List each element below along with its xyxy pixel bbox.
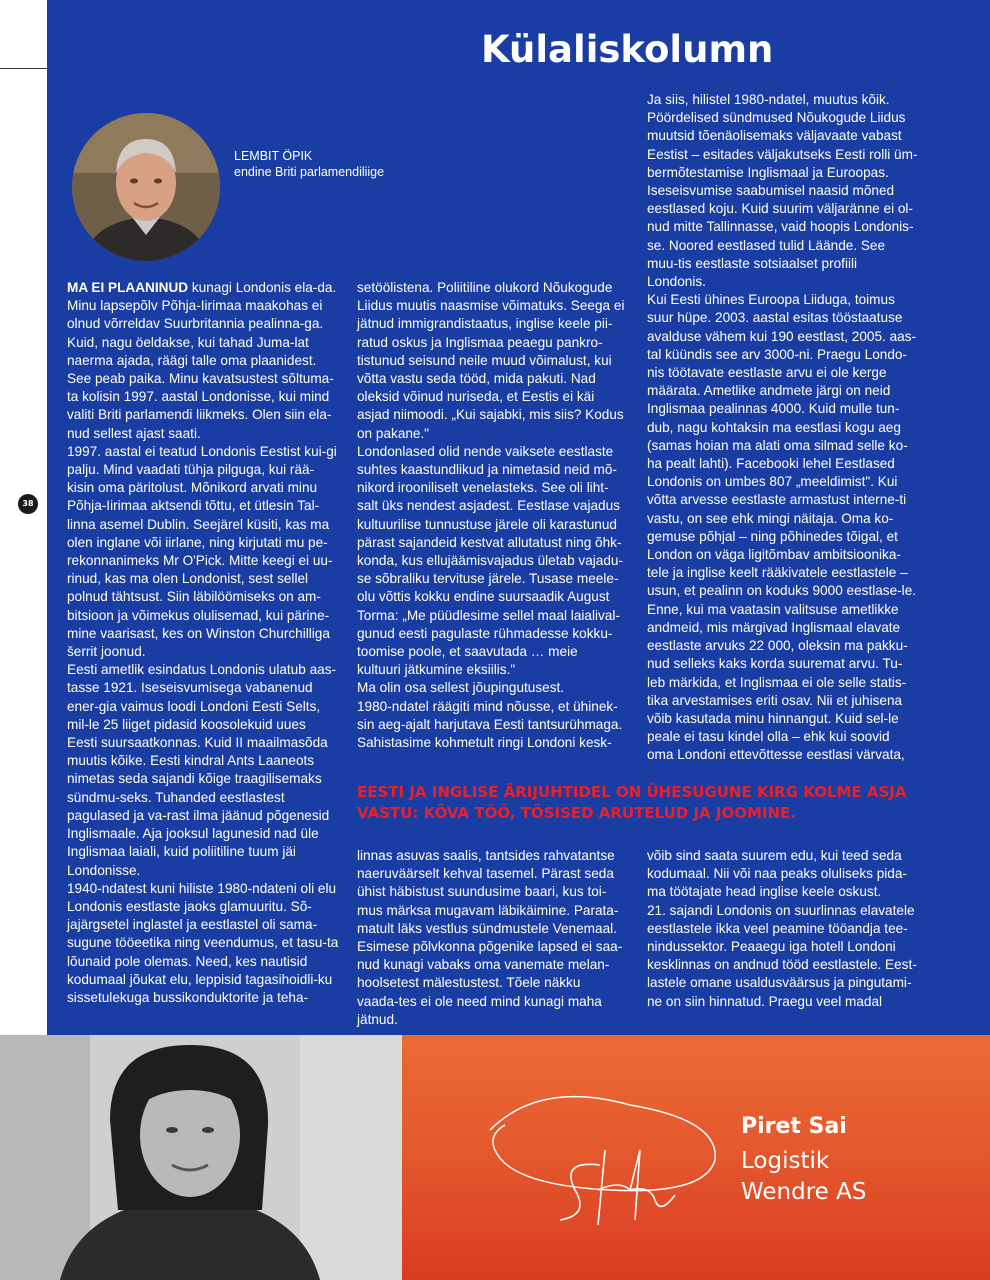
article-paragraph: 1997. aastal ei teatud Londonis Eestist kui-gi palju. Mind vaadati tühja pilguga, kui rää-kisin oma päritolust. Mõnikord arvati minu Põhja-Iirimaa aktsendi tõttu, et ütlesin Tal-linna asemel Dublin. Seejärel küsiti, kas ma olen inglane või iirlane, ning kirjutati mu pe-rekonnanimeks Mr O'Pick. Mitte keegi ei uu-rinud, kas ma olen Londonist, sest sellel polnud tähtsust. Siin läbilöömiseks on am-bitsioon ja võimekus olulisemad, kui pärine-mine vaarisast, kes on Winston Churchilliga šerrit joonud. [67,443,337,660]
article-paragraph: Ma olin osa sellest jõupingutusest. [357,680,565,696]
advert-company: Wendre AS [741,1179,867,1205]
article-paragraph: Londonlased olid nende vaiksete eestlaste suhtes kaastundlikud ja nimetasid neid mõ-nikord irooniliselt venelasteks. See oli liht-salt üks nendest asjadest. Eestlase vajadus kultuurilise tunnustuse järele oli karastunud pärast sajandeid kestvat allutatust ning õhk-konda, kus ellujäämisvajadus ületab vajadu-se sõbraliku tervituse järele. Tusase meele-olu võttis kokku endine suursaadik August Torma: „Me püüdlesime sellel maal laialival-gunud eesti pagulaste rühmadesse kokku-toomise poole, et saavutada … meie kultuuri jätkumine eksiilis." [357,443,623,678]
article-paragraph: setöölistena. Poliitiline olukord Nõukogude Liidus muutis naasmise võimatuks. Seega ei jätnud immigrandistaatus, inglise keele pii-ratud oskus ja Inglismaa peaegu pankro-tistunud seisund neile muud võimalust, kui võtta vastu seda tööd, mida pakuti. Nad oleksid võinud nuriseda, et Eestis ei käi asjad niimoodi. „Kui sajabki, mis siis? Kodus on pakane." [357,280,625,441]
article-column-3 [647,91,919,765]
author-name: LEMBIT ÖPIK [234,149,313,163]
article-paragraph: linnas asuvas saalis, tantsides rahvatantse naeruväärselt kehval tasemel. Pärast seda ühist häbistust suundusime baari, kus toi-mus märksa mugavam läbikäimine. Parata-matult läks vestlus sündmustele Venemaal. Esimese põlvkonna põgenike lapsed ei saa-nud kunagi vabaks oma vanemate melan-hoolsetest mälestustest. Tõele näkku vaada-tes ei ole need mind kunagi maha jätnud. [357,848,623,1027]
signature-icon [480,1090,730,1240]
advert-position: Logistik [741,1148,830,1174]
article-paragraph: 1940-ndatest kuni hiliste 1980-ndateni oli elu Londonis eestlaste jaoks glamuuritu. Sõ-jajärgsetel inglastel ja eestlastel oli sama-sugune tööeetika ning veendumus, et tasu-ta lõunaid pole olemas. Need, kes nautisid kodumaal jõukat elu, leppisid tagasihoidli-ku sissetulekuga bussikonduktorite ja teha- [67,880,339,1005]
author-role: endine Briti parlamendiliige [234,165,385,179]
author-photo-icon [72,113,220,261]
article-column-4 [357,847,625,1029]
article-column-2 [357,279,625,752]
article-paragraph: võib sind saata suurem edu, kui teed seda kodumaal. Nii või naa peaks oluliseks pida-ma töötajate head inglise keele oskust. [647,848,907,900]
article-paragraph: 1980-ndatel räägiti mind nõusse, et ühinek-sin aeg-ajalt harjutava Eesti tantsurühmaga. Sahistasime kohmetult ringi Londoni kesk- [357,698,623,751]
article-lead: MA EI PLAANINUD [67,280,189,295]
advert-caption [741,1111,866,1208]
article-column-5 [647,847,919,1011]
advert-photo [0,1035,402,1280]
pull-quote: EESTI JA INGLISE ÄRIJUHTIDEL ON ÜHESUGUNE KIRG KOLME ASJA VASTU: KÕVA TÖÖ, TÕSISED ARUTELUD JA JOOMINE. [357,783,907,822]
page-number: 38 [18,494,38,514]
author-portrait [72,113,220,261]
article-paragraph: Kui Eesti ühines Euroopa Liiduga, toimus suur hüpe. 2003. aastal esitas tööstaatuse avalduse vähem kui 190 eestlast, 2005. aas-tal küündis see arv 3000-ni. Praegu Londo-nis töötavate eestlaste arvu ei ole kerge määrata. Ametlike andmete järgi on neid Inglismaa pealinnas 4000. Kuid mulle tun-dub, nagu kohtaksin ma eestlasi kogu aeg (samas hoian ma alati oma silmad selle ko-ha pealt lahti). Facebooki lehel Eestlased Londonis on umbes 807 „meeldimist". Kui võtta arvesse eestlaste armastust interne-ti vastu, on see ehk mingi näitaja. Oma ko-gemuse põhjal – ning põhinedes tõigal, et London on väga ligitõmbav ambitsioonika-tele ja inglise keelt rääkivatele eestlastele – usun, et pealinn on koduks 9000 eestlase-le. Enne, kui ma vaatasin valitsuse ametlikke andmeid, mis märgivad Inglismaal elavate eestlaste arvuks 22 000, oleksin ma pakku-nud selleks kaks korda suuremat arvu. Tu-leb märkida, et Inglismaa ei ole selle statis-tika arvestamises eriti osav. Nii et juhisena võib kasutada minu hinnangut. Kuid sel-le peale ei tasu kindel olla – ehk kui soovid oma Londoni ettevõttesse eestlasi värvata, [647,292,917,763]
page-title: Külaliskolumn [481,28,774,71]
article-paragraph: 21. sajandi Londonis on suurlinnas elavatele eestlastele ikka veel peamine tööandja tee-nindussektor. Peaaegu iga hotell Londoni kesklinnas on andnud tööd eestlastele. Eest-lastele omane usaldusväärsus ja pingutami-ne on siin hinnatud. Praegu veel madal [647,902,917,1009]
author-caption [234,148,384,180]
article-paragraph: Eesti ametlik esindatus Londonis ulatub aas-tasse 1921. Iseseisvumisega vabanenud ener-gia vaimus loodi Londoni Eesti Selts, mil-le 25 liiget pidasid koosolekuid uues Eesti suursaatkonnas. Kuid II maailmasõda muutis kõike. Eesti kindral Ants Laaneots nimetas seda sajandi kõige traagilisemaks sündmu-seks. Tuhanded eestlastest pagulased ja va-rast ilma jäänud põgenesid Inglismaale. Aja jooksul lagunesid nad üle Inglismaa laiali, kuid poliitiline tuum jäi Londonisse. [67,662,337,878]
person-photo-icon [0,1035,402,1280]
article-paragraph: MA EI PLAANINUD kunagi Londonis ela-da. Minu lapsepõlv Põhja-Iirimaa maakohas ei olnud võrreldav Suurbritannia pealinna-ga. Kuid, nagu öeldakse, kui tahad Juma-lat naerma ajada, räägi talle oma plaanidest. See peab paika. Minu kavatsustest sõltuma-ta kolisin 1997. aastal Londonisse, kui mind valiti Briti parlamendi liikmeks. Olen siin ela-nud sellest ajast saati. [67,280,337,441]
article-column-1 [67,279,339,1007]
article-paragraph: Ja siis, hilistel 1980-ndatel, muutus kõik. Pöördelised sündmused Nõukogude Liidus muutsid tõenäolisemaks väljavaate vabast Eestist – esitades väljakutseks Eesti rolli üm-bermõtestamise Inglismaal ja Euroopas. Iseseisvumise saabumisel naasid mõned eestlased koju. Kuid suurim väljaränne ei ol-nud mitte Tallinnasse, vaid hoopis Londonis-se. Noored eestlased tulid Läände. See muu-tis eestlaste sotsiaalset profiili Londonis. [647,92,918,290]
advert-name: Piret Sai [741,1114,847,1139]
